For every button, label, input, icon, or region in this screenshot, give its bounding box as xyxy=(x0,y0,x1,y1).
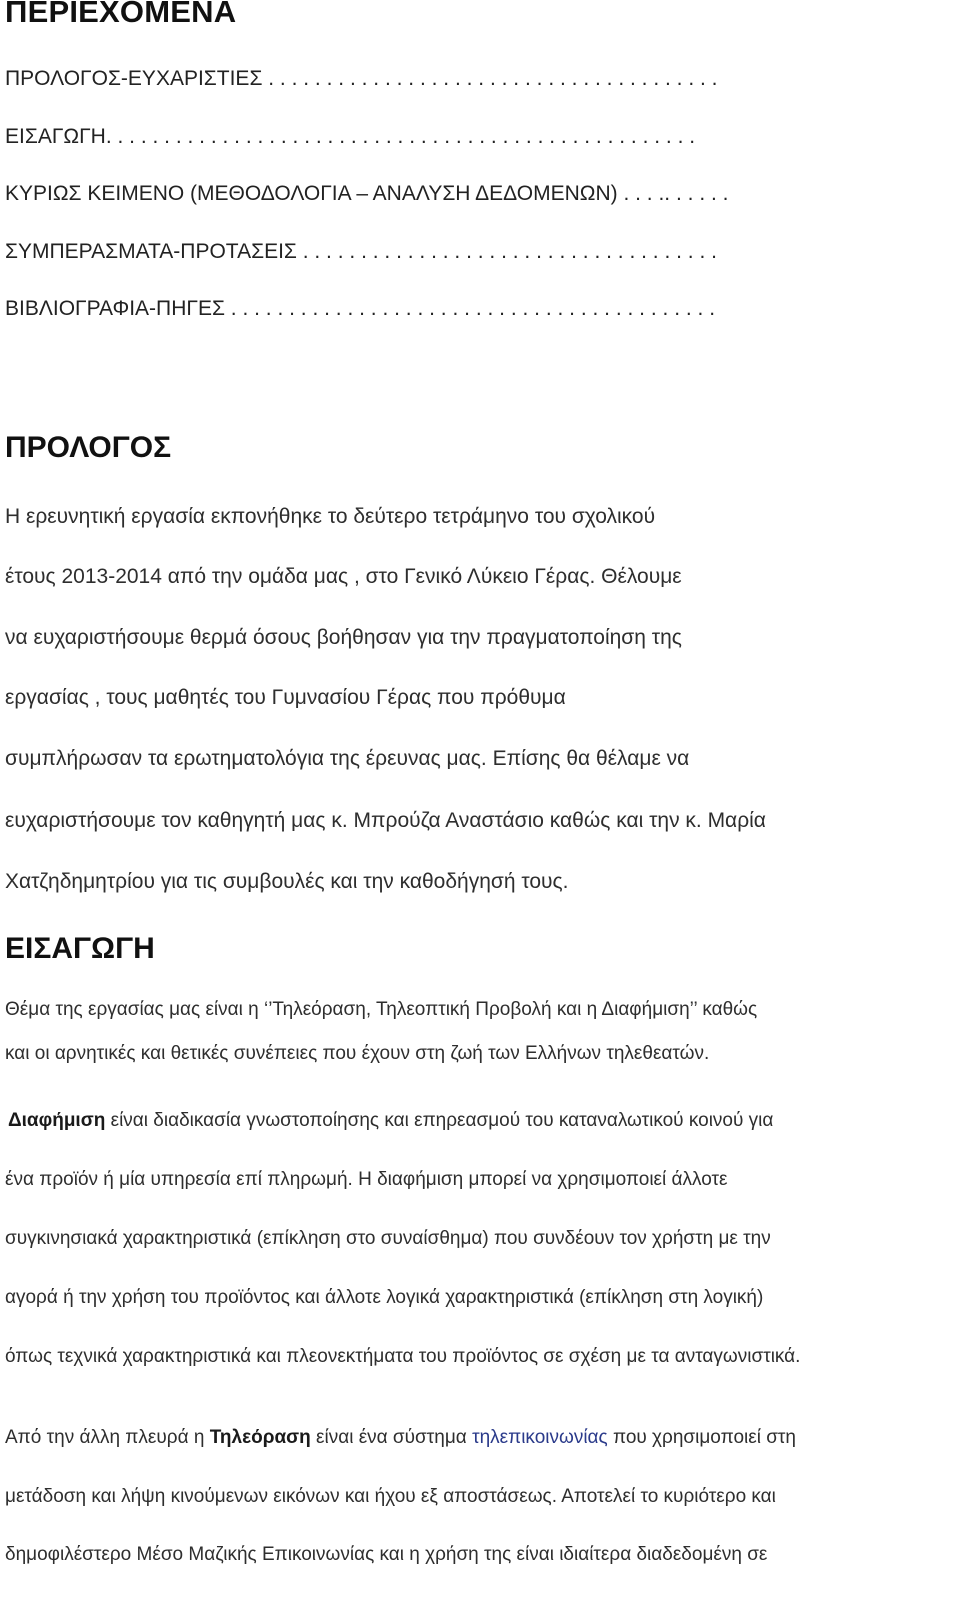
intro-theme-line: και οι αρνητικές και θετικές συνέπειες που έχουν στη ζωή των Ελλήνων τηλεθεατών. xyxy=(5,1043,710,1064)
prologue-line: συμπλήρωσαν τα ερωτηματολόγια της έρευνας μας. Επίσης θα θέλαμε να xyxy=(5,747,690,770)
television-tail-text: που χρησιμοποιεί στη xyxy=(607,1427,796,1448)
toc-item-main-text[interactable]: ΚΥΡΙΩΣ ΚΕΙΜΕΝΟ (ΜΕΘΟΔΟΛΟΓΙΑ – ΑΝΑΛΥΣΗ ΔΕΔΟΜΕΝΩΝ) . . . .. . . . . . xyxy=(5,182,729,205)
toc-item-introduction[interactable]: ΕΙΣΑΓΩΓΗ. . . . . . . . . . . . . . . . . . . . . . . . . . . . . . . . . . . . . . . . . . . . . . . . . . . xyxy=(5,125,696,148)
television-line: δημοφιλέστερο Μέσο Μαζικής Επικοινωνίας και η χρήση της είναι ιδιαίτερα διαδεδομένη σε xyxy=(5,1544,768,1565)
advertising-definition-line xyxy=(8,1110,773,1132)
prologue-line: ευχαριστήσουμε τον καθηγητή μας κ. Μπρούζα Αναστάσιο καθώς και την κ. Μαρία xyxy=(5,809,766,832)
television-term: Τηλεόραση xyxy=(209,1427,311,1448)
toc-item-conclusions[interactable]: ΣΥΜΠΕΡΑΣΜΑΤΑ-ΠΡΟΤΑΣΕΙΣ . . . . . . . . . . . . . . . . . . . . . . . . . . . . . . . . . . . . xyxy=(5,240,717,263)
toc-item-bibliography[interactable]: ΒΙΒΛΙΟΓΡΑΦΙΑ-ΠΗΓΕΣ . . . . . . . . . . . . . . . . . . . . . . . . . . . . . . . . . . . . . . . . . . xyxy=(5,297,716,320)
toc-item-prologue[interactable]: ΠΡΟΛΟΓΟΣ-ΕΥΧΑΡΙΣΤΙΕΣ . . . . . . . . . . . . . . . . . . . . . . . . . . . . . . . . . . . . . . . xyxy=(5,67,718,90)
television-definition-line xyxy=(5,1427,796,1449)
prologue-line: Η ερευνητική εργασία εκπονήθηκε το δεύτερο τετράμηνο του σχολικού xyxy=(5,505,656,528)
introduction-heading: ΕΙΣΑΓΩΓΗ xyxy=(5,932,155,965)
prologue-line: Χατζηδημητρίου για τις συμβουλές και την καθοδήγησή τους. xyxy=(5,870,569,893)
intro-theme-line: Θέμα της εργασίας μας είναι η ‘’Τηλεόραση, Τηλεοπτική Προβολή και η Διαφήμιση’’ καθώς xyxy=(5,999,758,1020)
television-lead-text: Από την άλλη πλευρά η xyxy=(5,1427,210,1448)
prologue-line: έτους 2013-2014 από την ομάδα μας , στο Γενικό Λύκειο Γέρας. Θέλουμε xyxy=(5,565,682,588)
advertising-definition-text: είναι διαδικασία γνωστοποίησης και επηρεασμού του καταναλωτικού κοινού για xyxy=(105,1110,774,1131)
television-line: μετάδοση και λήψη κινούμενων εικόνων και ήχου εξ αποστάσεως. Αποτελεί το κυριότερο και xyxy=(5,1486,776,1507)
prologue-line: εργασίας , τους μαθητές του Γυμνασίου Γέρας που πρόθυμα xyxy=(5,686,566,709)
toc-heading: ΠΕΡΙΕΧΟΜΕΝΑ xyxy=(5,0,237,29)
telecommunications-link[interactable]: τηλεπικοινωνίας xyxy=(472,1427,608,1448)
advertising-line: όπως τεχνικά χαρακτηριστικά και πλεονεκτήματα του προϊόντος σε σχέση με τα ανταγωνιστικά. xyxy=(5,1346,801,1367)
prologue-heading: ΠΡΟΛΟΓΟΣ xyxy=(5,431,172,464)
advertising-line: αγορά ή την χρήση του προϊόντος και άλλοτε λογικά χαρακτηριστικά (επίκληση στη λογική) xyxy=(5,1287,764,1308)
prologue-line: να ευχαριστήσουμε θερμά όσους βοήθησαν για την πραγματοποίηση της xyxy=(5,626,682,649)
television-mid-text: είναι ένα σύστημα xyxy=(310,1427,473,1448)
advertising-line: ένα προϊόν ή μία υπηρεσία επί πληρωμή. Η διαφήμιση μπορεί να χρησιμοποιεί άλλοτε xyxy=(5,1169,728,1190)
advertising-term: Διαφήμιση xyxy=(8,1110,106,1131)
advertising-line: συγκινησιακά χαρακτηριστικά (επίκληση στο συναίσθημα) που συνδέουν τον χρήστη με την xyxy=(5,1228,771,1249)
